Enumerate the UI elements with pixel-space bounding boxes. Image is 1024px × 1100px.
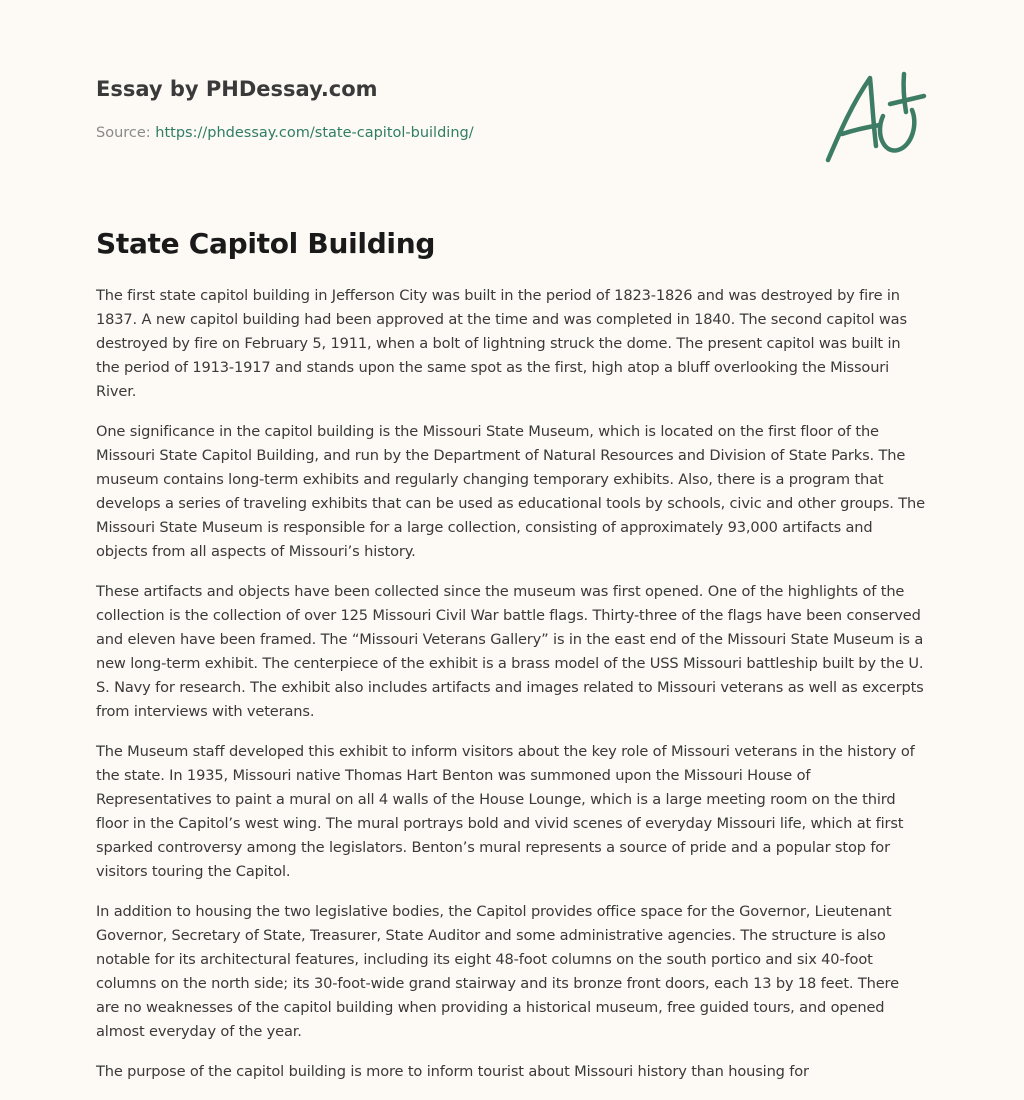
- page-header: [96, 74, 796, 143]
- paragraph-2: One significance in the capitol building is the Missouri State Museum, which is located on the first floor of the Missouri State Capitol Building, and run by the Department of Natural Resources and Division of State Parks. The museum contains long-term exhibits and regularly changing temporary exhibits. Also, there is a program that develops a series of traveling exhibits that can be used as educational tools by schools, civic and other groups. The Missouri State Museum is responsible for a large collection, consisting of approximately 93,000 artifacts and objects from all aspects of Missouri’s history.: [96, 423, 925, 560]
- site-title: Essay by PHDessay.com: [96, 77, 378, 101]
- source-line: [96, 123, 796, 143]
- paragraph-1: The first state capitol building in Jefferson City was built in the period of 1823-1826 and was destroyed by fire in 1837. A new capitol building had been approved at the time and was completed in 1840. The second capitol was destroyed by fire on February 5, 1911, when a bolt of lightning struck the dome. The present capitol was built in the period of 1913-1917 and stands upon the same spot as the first, high atop a bluff overlooking the Missouri River.: [96, 287, 907, 400]
- paragraph-6: The purpose of the capitol building is more to inform tourist about Missouri history than housing for: [96, 1063, 809, 1080]
- a-plus-grade-icon: [820, 64, 930, 168]
- paragraph-5: In addition to housing the two legislative bodies, the Capitol provides office space for the Governor, Lieutenant Governor, Secretary of State, Treasurer, State Auditor and some administrative agencies. The structure is also notable for its architectural features, including its eight 48-foot columns on the south portico and six 40-foot columns on the north side; its 30-foot-wide grand stairway and its bronze front doors, each 13 by 18 feet. There are no weaknesses of the capitol building when providing a historical museum, free guided tours, and opened almost everyday of the year.: [96, 903, 899, 1040]
- source-link[interactable]: https://phdessay.com/state-capitol-building/: [155, 125, 474, 141]
- paragraph-3: These artifacts and objects have been collected since the museum was first opened. One of the highlights of the collection is the collection of over 125 Missouri Civil War battle flags. Thirty-three of the flags have been conserved and eleven have been framed. The “Missouri Veterans Gallery” is in the east end of the Missouri State Museum is a new long-term exhibit. The centerpiece of the exhibit is a brass model of the USS Missouri battleship built by the U. S. Navy for research. The exhibit also includes artifacts and images related to Missouri veterans as well as excerpts from interviews with veterans.: [96, 583, 924, 720]
- essay-article: [96, 222, 926, 1100]
- source-label: Source:: [96, 125, 151, 141]
- paragraph-4: The Museum staff developed this exhibit to inform visitors about the key role of Missouri veterans in the history of the state. In 1935, Missouri native Thomas Hart Benton was summoned upon the Missouri House of Representatives to paint a mural on all 4 walls of the House Lounge, which is a large meeting room on the third floor in the Capitol’s west wing. The mural portrays bold and vivid scenes of everyday Missouri life, which at first sparked controversy among the legislators. Benton’s mural represents a source of pride and a popular stop for visitors touring the Capitol.: [96, 743, 915, 880]
- essay-title: State Capitol Building: [96, 227, 436, 260]
